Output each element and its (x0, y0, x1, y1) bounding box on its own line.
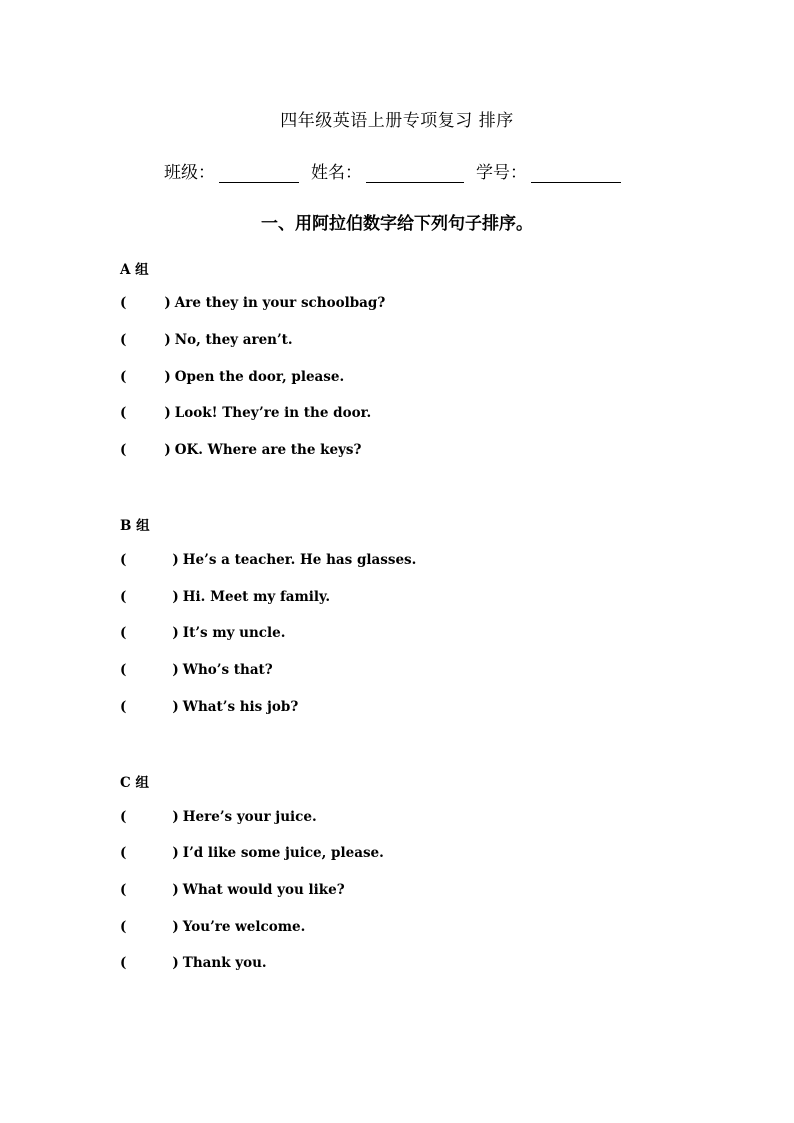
paren-close: ) (172, 589, 179, 605)
group-b-item-4 (120, 662, 273, 678)
sentence-text: Hi. Meet my family. (182, 589, 331, 605)
sentence-text: It’s my uncle. (182, 625, 286, 641)
group-a-item-4 (120, 405, 371, 421)
order-blank[interactable] (126, 882, 172, 898)
order-blank[interactable] (126, 442, 164, 458)
sentence-text: He’s a teacher. He has glasses. (182, 552, 417, 568)
paren-close: ) (172, 919, 179, 935)
sentence-text: Open the door, please. (174, 369, 345, 385)
worksheet-title: 四年级英语上册专项复习 排序 (280, 111, 514, 131)
student-info-row (164, 158, 633, 183)
section-title: 一、用阿拉伯数字给下列句子排序。 (261, 214, 533, 234)
order-blank[interactable] (126, 625, 172, 641)
paren-open: ( (120, 845, 127, 861)
group-c-item-3 (120, 882, 345, 898)
sentence-text: What would you like? (182, 882, 345, 898)
sentence-text: What’s his job? (182, 699, 299, 715)
paren-close: ) (164, 369, 171, 385)
order-blank[interactable] (126, 405, 164, 421)
order-blank[interactable] (126, 699, 172, 715)
order-blank[interactable] (126, 662, 172, 678)
paren-open: ( (120, 882, 127, 898)
sentence-text: I’d like some juice, please. (182, 845, 384, 861)
paren-open: ( (120, 625, 127, 641)
class-label: 班级： (164, 163, 215, 183)
paren-open: ( (120, 369, 127, 385)
paren-open: ( (120, 552, 127, 568)
group-b-item-5 (120, 699, 298, 715)
sentence-text: Are they in your schoolbag? (174, 295, 386, 311)
paren-close: ) (164, 295, 171, 311)
paren-close: ) (172, 955, 179, 971)
paren-open: ( (120, 919, 127, 935)
order-blank[interactable] (126, 332, 164, 348)
order-blank[interactable] (126, 809, 172, 825)
paren-close: ) (172, 625, 179, 641)
paren-open: ( (120, 699, 127, 715)
paren-close: ) (164, 442, 171, 458)
sentence-text: You’re welcome. (182, 919, 306, 935)
sentence-text: No, they aren’t. (174, 332, 293, 348)
paren-close: ) (172, 845, 179, 861)
paren-open: ( (120, 955, 127, 971)
sentence-text: Thank you. (182, 955, 267, 971)
paren-open: ( (120, 295, 127, 311)
paren-close: ) (172, 699, 179, 715)
class-blank[interactable] (219, 164, 299, 183)
group-c-item-1 (120, 809, 317, 825)
group-b-item-2 (120, 589, 330, 605)
paren-open: ( (120, 662, 127, 678)
group-a-label: A 组 (120, 262, 149, 278)
order-blank[interactable] (126, 955, 172, 971)
sentence-text: Who’s that? (182, 662, 273, 678)
order-blank[interactable] (126, 369, 164, 385)
sentence-text: Here’s your juice. (182, 809, 317, 825)
order-blank[interactable] (126, 589, 172, 605)
group-c-label: C 组 (120, 775, 149, 791)
paren-close: ) (172, 882, 179, 898)
paren-close: ) (172, 552, 179, 568)
group-b-item-3 (120, 625, 285, 641)
group-b-item-1 (120, 552, 416, 568)
paren-open: ( (120, 405, 127, 421)
sentence-text: OK. Where are the keys? (174, 442, 362, 458)
group-c-item-5 (120, 955, 267, 971)
order-blank[interactable] (126, 295, 164, 311)
paren-open: ( (120, 589, 127, 605)
paren-close: ) (164, 332, 171, 348)
paren-open: ( (120, 332, 127, 348)
group-a-item-3 (120, 369, 344, 385)
group-c-item-2 (120, 845, 384, 861)
order-blank[interactable] (126, 552, 172, 568)
order-blank[interactable] (126, 845, 172, 861)
group-a-item-5 (120, 442, 361, 458)
group-a-item-2 (120, 332, 293, 348)
paren-close: ) (164, 405, 171, 421)
order-blank[interactable] (126, 919, 172, 935)
paren-close: ) (172, 662, 179, 678)
student-id-label: 学号： (476, 163, 527, 183)
paren-open: ( (120, 442, 127, 458)
name-label: 姓名： (311, 163, 362, 183)
name-blank[interactable] (366, 164, 464, 183)
paren-open: ( (120, 809, 127, 825)
paren-close: ) (172, 809, 179, 825)
student-id-blank[interactable] (531, 164, 621, 183)
sentence-text: Look! They’re in the door. (174, 405, 372, 421)
group-c-item-4 (120, 919, 305, 935)
group-a-item-1 (120, 295, 385, 311)
group-b-label: B 组 (120, 518, 150, 534)
